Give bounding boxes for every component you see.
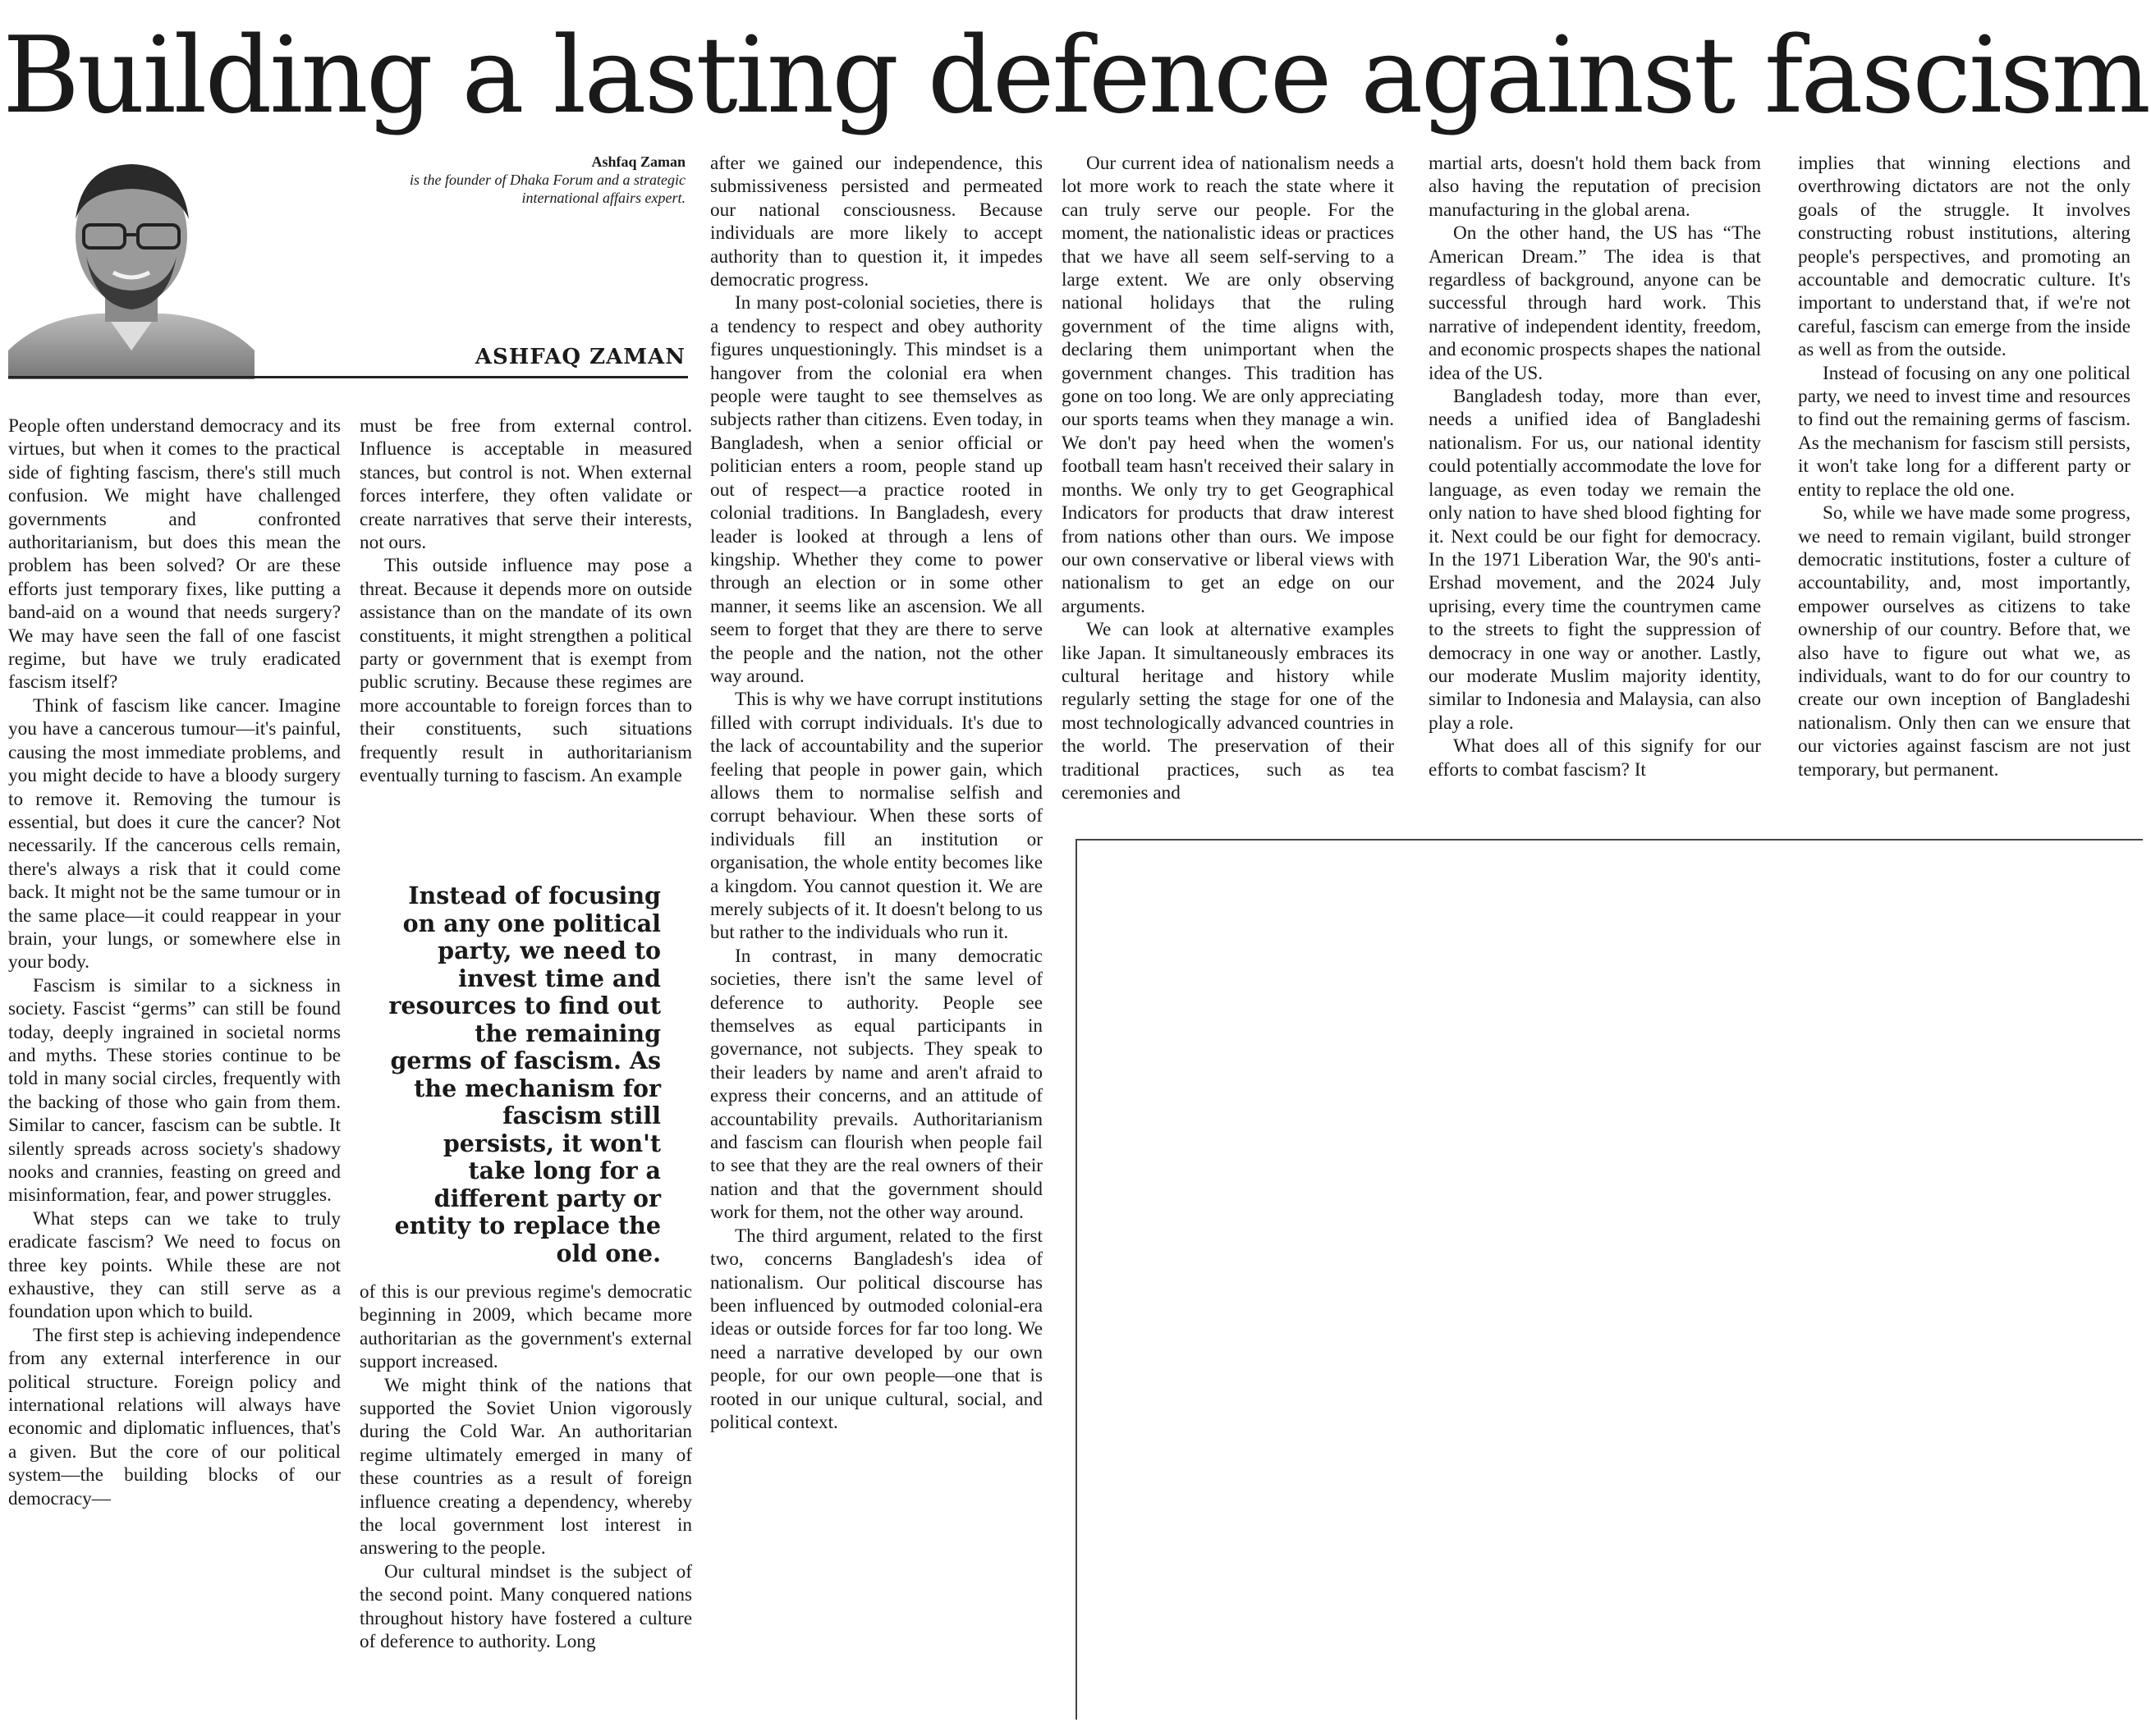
paragraph: So, while we have made some progress, we need to remain vigilant, build stronger democratic institutions, foster a culture of accountability, and, most importantly, empower ourselves as citizens to take ownership of our country. Before that, we also have to figure out what we, as individuals, want to do for our country to create our own inception of Bangladeshi nationalism. Only then can we ensure that our victories against fascism are not just temporary, but permanent. [1798, 502, 2130, 781]
paragraph: In contrast, in many democratic societies, there isn't the same level of deference to authority. People see themselves as equal participants in governance, not subjects. They speak to their leaders by name and aren't afraid to express their concerns, and an attitude of accountability prevails. Authoritarianism and fascism can flourish when people fail to see that they are the real owners of their nation and that the government should work for them, not the other way around. [710, 945, 1043, 1224]
paragraph: The third argument, related to the first two, concerns Bangladesh's idea of nationalism. Our political discourse has been influenced by outmoded colonial-era ideas or outside forces for far too long. We need a narrative developed by our own people, for our own people—one that is rooted in our unique cultural, social, and political context. [710, 1225, 1043, 1433]
author-photo [8, 149, 255, 379]
headline: Building a lasting defence against fascism [2, 15, 2149, 137]
paragraph: Fascism is similar to a sickness in society. Fascist “germs” can still be found today, deeply ingrained in societal norms and myths. These stories continue to be told in many social circles, frequently with the backing of those who gain from them. Similar to cancer, fascism can be subtle. It silently spreads across society's shadowy nooks and crannies, feasting on greed and misinformation, fear, and power struggles. [8, 974, 341, 1207]
paragraph: after we gained our independence, this submissiveness persisted and permeated our national consciousness. Because individuals are more likely to accept authority than to question it, it impedes democratic progress. [710, 153, 1043, 291]
article-column-6 [1798, 152, 2130, 781]
paragraph: Our current idea of nationalism needs a lot more work to reach the state where it can truly serve our people. For the moment, the nationalistic ideas or practices that we have all seem self-serving to a large extent. We are only observing national holidays that the ruling government of the time aligns with, declaring them unimportant when the government changes. This tradition has gone on too long. We are only appreciating our sports teams when they manage a win. We don't pay heed when the women's football team hasn't received their salary in months. We only try to get Geographical Indicators for products that draw interest from nations other than ours. We impose our own conservative or liberal views with nationalism to get an edge on our arguments. [1062, 153, 1394, 617]
paragraph: Instead of focusing on any one political party, we need to invest time and resources to find out the remaining germs of fascism. As the mechanism for fascism still persists, it won't take long for a different party or entity to replace the old one. [1798, 362, 2130, 501]
pull-quote: Instead of focusing on any one political party, we need to invest time and resources to find out the remaining germs of fascism. As the mechanism for fascism still persists, it won't take long for a different party or entity to replace the old one. [388, 882, 661, 1267]
author-description: is the founder of Dhaka Forum and a strategic international affairs expert. [410, 172, 686, 206]
paragraph: implies that winning elections and overthrowing dictators are not the only goals of the struggle. It involves constructing robust institutions, altering people's perspectives, and promoting an accountable and democratic culture. It's important to understand that, if we're not careful, fascism can emerge from the inside as well as from the outside. [1798, 153, 2130, 361]
paragraph: Think of fascism like cancer. Imagine you have a cancerous tumour—it's painful, causing the most immediate problems, and you might decide to have a bloody surgery to remove it. Removing the tumour is essential, but does it cure the cancer? Not necessarily. If the cancerous cells remain, there's always a risk that it could come back. It might not be the same tumour or in the same place—it could reappear in your brain, your lungs, or somewhere else in your body. [8, 694, 341, 973]
author-name: Ashfaq Zaman [591, 153, 686, 170]
paragraph: Bangladesh today, more than ever, needs a unified idea of Bangladeshi nationalism. For us, our national identity could potentially accommodate the love for language, as even today we remain the only nation to have shed blood fighting for it. Next could be our fight for democracy. In the 1971 Liberation War, the 90's anti-Ershad movement, and the 2024 July uprising, every time the countrymen came to the streets to fight the suppression of democracy in one way or another. Lastly, our moderate Muslim majority identity, similar to Indonesia and Malaysia, can also play a role. [1429, 386, 1761, 734]
paragraph: This outside influence may pose a threat. Because it depends more on outside assistance than on the mandate of its own constituents, it might strengthen a political party or government that is exempt from public scrutiny. Because these regimes are more accountable to foreign forces than to their constituents, such situations frequently result in authoritarianism eventually turning to fascism. An example [360, 555, 692, 787]
article-column-2 [360, 415, 692, 788]
article-column-3 [710, 152, 1043, 1434]
author-name-caps: ASHFAQ ZAMAN [475, 345, 686, 369]
blank-ad-space [1076, 839, 2143, 1720]
paragraph: What steps can we take to truly eradicate fascism? We need to focus on three key points. While these are not exhaustive, they can still serve as a foundation upon which to build. [8, 1207, 341, 1323]
paragraph: martial arts, doesn't hold them back from also having the reputation of precision manufacturing in the global arena. [1429, 153, 1761, 221]
byline-rule [8, 376, 688, 378]
paragraph: People often understand democracy and its virtues, but when it comes to the practical side of fighting fascism, there's still much confusion. We might have challenged governments and confronted authoritarianism, but does this mean the problem has been solved? Or are these efforts just temporary fixes, like putting a band-aid on a wound that needs surgery? We may have seen the fall of one fascist regime, but have we truly eradicated fascism itself? [8, 415, 341, 694]
article-column-5 [1429, 152, 1761, 781]
paragraph: This is why we have corrupt institutions filled with corrupt individuals. It's due to the lack of accountability and the superior feeling that people in power gain, which allows them to normalise selfish and corrupt behaviour. When these sorts of individuals fill an institution or organisation, the whole entity becomes like a kingdom. You cannot question it. We are merely subjects of it. It doesn't belong to us but rather to the individuals who run it. [710, 689, 1043, 944]
paragraph: On the other hand, the US has “The American Dream.” The idea is that regardless of background, anyone can be successful through hard work. This narrative of independent identity, freedom, and economic prospects shapes the national idea of the US. [1429, 222, 1762, 384]
paragraph: What does all of this signify for our efforts to combat fascism? It [1429, 735, 1761, 781]
author-byline [386, 153, 686, 207]
article-column-2-continued [360, 1280, 692, 1654]
article-column-4 [1062, 152, 1394, 804]
paragraph: In many post-colonial societies, there is a tendency to respect and obey authority figures unquestioningly. This mindset is a hangover from the colonial era when people were taught to see themselves as subjects rather than citizens. Even today, in Bangladesh, when a senior official or politician enters a room, people stand up out of respect—a practice rooted in colonial traditions. In Bangladesh, every leader is looked at through a lens of kingship. Whether they come to power through an election or in some other manner, it seems like an ascension. We all seem to forget that they are there to serve the people and the nation, not the other way around. [710, 292, 1043, 687]
paragraph: We can look at alternative examples like Japan. It simultaneously embraces its cultural heritage and history while regularly setting the stage for one of the most technologically advanced countries in the world. The preservation of their traditional practices, such as tea ceremonies and [1062, 619, 1394, 804]
article-column-1 [8, 415, 341, 1510]
paragraph: The first step is achieving independence from any external interference in our political structure. Foreign policy and international relations will always have economic and diplomatic influences, that's a given. But the core of our political system—the building blocks of our democracy— [8, 1324, 341, 1509]
paragraph: Our cultural mindset is the subject of the second point. Many conquered nations throughout history have fostered a culture of deference to authority. Long [360, 1560, 692, 1653]
paragraph: We might think of the nations that supported the Soviet Union vigorously during the Cold War. An authoritarian regime ultimately emerged in many of these countries as a result of foreign influence creating a dependency, whereby the local government lost interest in answering to the people. [360, 1374, 692, 1560]
paragraph: of this is our previous regime's democratic beginning in 2009, which became more authoritarian as the government's external support increased. [360, 1281, 692, 1373]
paragraph: must be free from external control. Influence is acceptable in measured stances, but control is not. When external forces interfere, they often validate or create narratives that serve their interests, not ours. [360, 415, 692, 554]
